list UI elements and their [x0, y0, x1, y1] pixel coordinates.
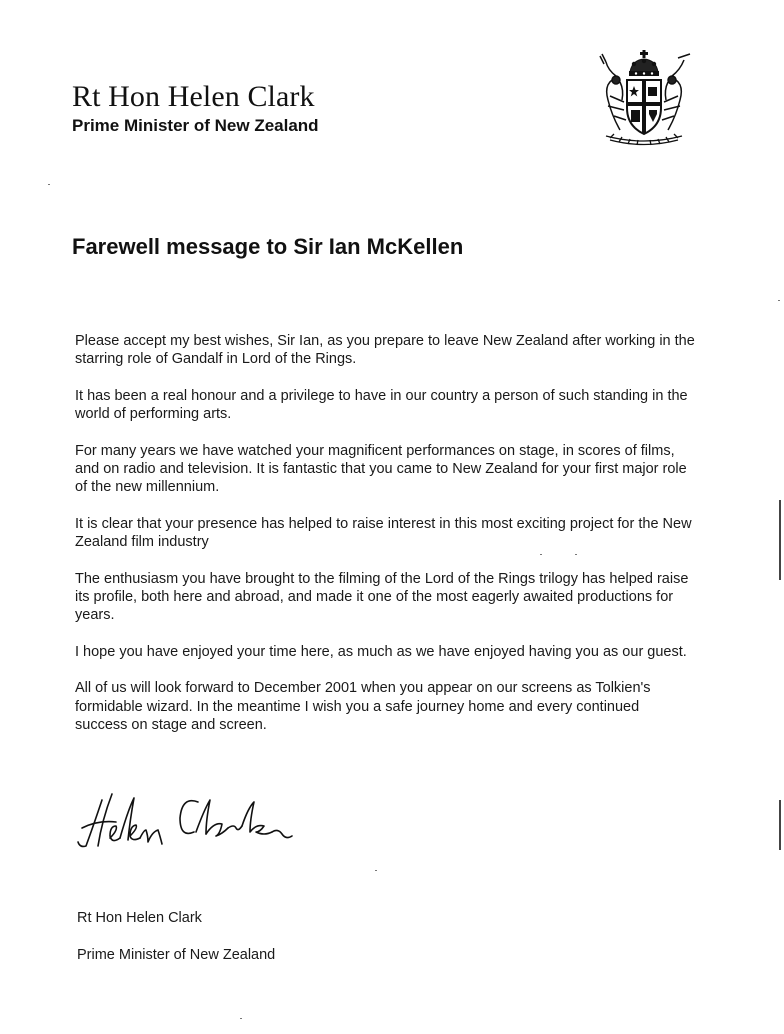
scan-speck: [48, 184, 50, 185]
paragraph: It is clear that your presence has helped to raise interest in this most exciting project for the New Zealand film industry: [75, 515, 692, 551]
paragraph: It has been a real honour and a privilege to have in our country a person of such standing in the world of performing arts.: [75, 387, 688, 423]
closing-title: Prime Minister of New Zealand: [77, 947, 276, 963]
scan-edge-line: [779, 500, 781, 580]
scan-speck: [778, 300, 780, 301]
paragraph: The enthusiasm you have brought to the filming of the Lord of the Rings trilogy has helped raise its profile, both here and abroad, and made it one of the most eagerly awaited productions for years.: [75, 570, 689, 624]
signature-icon: [72, 780, 312, 880]
sender-title: Prime Minister of New Zealand: [72, 116, 319, 135]
letter-body: [75, 332, 695, 753]
paragraph: I hope you have enjoyed your time here, as much as we have enjoyed having you as our guest.: [75, 643, 687, 660]
scan-speck: [575, 554, 577, 555]
coat-of-arms-icon: [594, 50, 694, 150]
scan-speck: [540, 554, 542, 555]
scan-edge-line: [779, 800, 781, 850]
paragraph: For many years we have watched your magnificent performances on stage, in scores of films, and on radio and television. It is fantastic that you came to New Zealand for your first major role of the new millennium.: [75, 442, 687, 496]
document-heading: Farewell message to Sir Ian McKellen: [72, 234, 464, 259]
paragraph: All of us will look forward to December 2001 when you appear on our screens as Tolkien's formidable wizard. In the meantime I wish you a safe journey home and every continued success on stage and screen.: [75, 680, 651, 734]
closing-name: Rt Hon Helen Clark: [77, 910, 202, 926]
scan-speck: [240, 1018, 242, 1019]
sender-name: Rt Hon Helen Clark: [72, 80, 315, 113]
paragraph: Please accept my best wishes, Sir Ian, as you prepare to leave New Zealand after working in the starring role of Gandalf in Lord of the Rings.: [75, 333, 695, 368]
scan-speck: [375, 870, 377, 871]
